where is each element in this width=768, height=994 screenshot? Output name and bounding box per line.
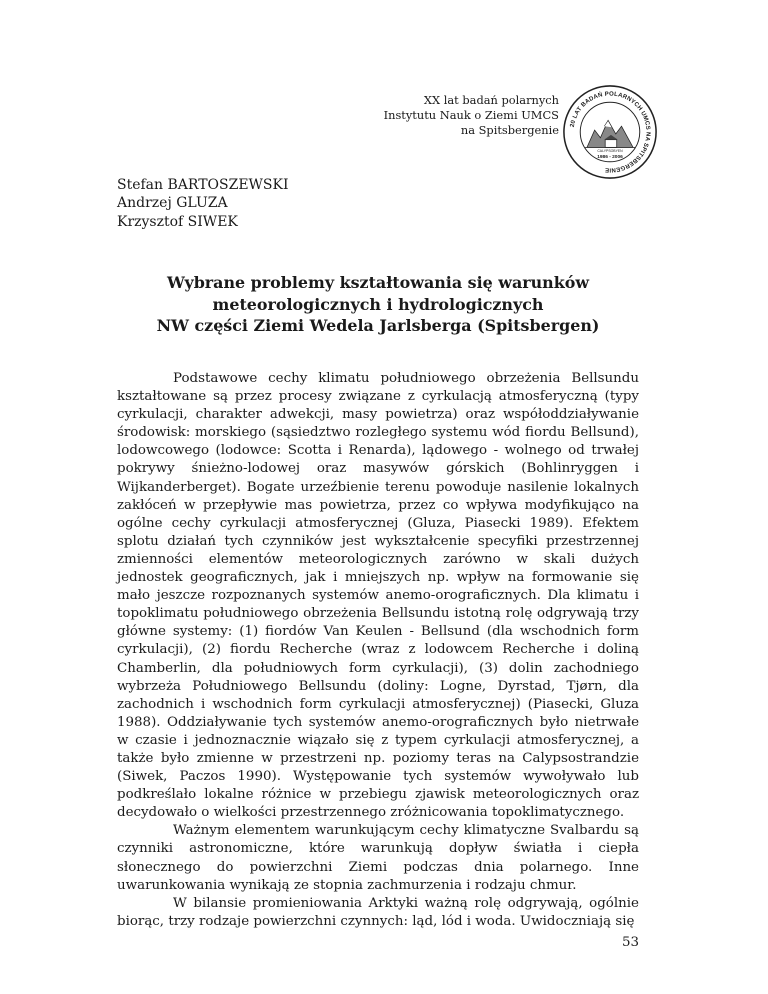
seal-ring-text: 20 LAT BADAŃ POLARNYCH UMCS NA SPITSBERGENIE xyxy=(569,91,651,173)
author-name: Andrzej GLUZA xyxy=(117,195,228,212)
author-name: Stefan BARTOSZEWSKI xyxy=(117,177,289,193)
title-line: Wybrane problemy kształtowania się warunków xyxy=(166,273,590,292)
article-title xyxy=(110,272,646,337)
author-name: Krzysztof SIWEK xyxy=(117,213,238,230)
title-line: meteorologicznych i hydrologicznych xyxy=(212,294,544,314)
page-number: 53 xyxy=(621,935,639,950)
body-paragraph: Podstawowe cechy klimatu południowego obrzeżenia Bellsundu kształtowane są przez procesy związane z cyrkulacją atmosferyczną (typy cyrkulacji, charakter adwekcji, masy powietrza) oraz współoddziaływanie środowisk: morskiego (sąsiedztwo rozległego systemu wód fiordu Bellsund), lodowcowego (lodowce: Scotta i Renarda), lądowego - wolnego od trwałej pokrywy śnieżno-lodowej oraz masywów górskich (Bohlinryggen i Wijkanderberget). Bogate urzeźbienie terenu powoduje nasilenie lokalnych zakłóceń w przepływie mas powietrza, przez co wpływa modyfikująco na ogólne cechy cyrkulacji atmosferycznej (Gluza, Piasecki 1989). Efektem splotu działań tych czynników jest wykształcenie specyfiki przestrzennej zmienności elementów meteorologicznych zarówno w skali dużych jednostek geograficznych, jak i mniejszych np. wpływ na formowanie się mało jeszcze rozpoznanych systemów anemo-orograficznych. Dla klimatu i topoklimatu południowego obrzeżenia Bellsundu istotną rolę odgrywają trzy główne systemy: (1) fiordów Van Keulen - Bellsund (dla wschodnich form cyrkulacji), (2) fiordu Recherche (wraz z lodowcem Recherche i doliną Chamberlin, dla południowych form cyrkulacji), (3) dolin zachodniego wybrzeża Południowego Bellsundu (doliny: Logne, Dyrstad, Tjørn, dla zachodnich i wschodnich form cyrkulacji atmosferycznej) (Piasecki, Gluza 1988). Oddziaływanie tych systemów anemo-orograficznych było nietrwałe w czasie i jednoznacznie wiązało się z typem cyrkulacji atmosferycznej, a także było zmienne w przestrzeni np. poziomy teras na Calypsostrandzie (Siwek, Paczos 1990). Występowanie tych systemów wywoływało lub podkreślało lokalne różnice w przebiegu zjawisk meteorologicznych oraz decydowało o wielkości przestrzennego zróżnicowania topoklimatycznego. xyxy=(117,371,639,821)
author-list xyxy=(117,176,289,231)
anniversary-seal-icon xyxy=(562,84,658,180)
series-line: Instytutu Nauk o Ziemi UMCS xyxy=(383,108,559,122)
body-paragraph: Ważnym elementem warunkującym cechy klimatyczne Svalbardu są czynniki astronomiczne, które warunkują dopływ światła i ciepła słonecznego do powierzchni Ziemi podczas dnia polarnego. Inne uwarunkowania wynikają ze stopnia zachmurzenia i rodzaju chmur. xyxy=(117,823,639,893)
body-paragraph: W bilansie promieniowania Arktyki ważną rolę odgrywają, ogólnie biorąc, trzy rodzaje powierzchni czynnych: ląd, lód i woda. Uwidoczniają się xyxy=(117,895,639,929)
article-body xyxy=(117,370,639,931)
seal-inner-text: CALYPSOBYEN xyxy=(597,149,623,154)
series-line: XX lat badań polarnych xyxy=(423,93,559,107)
series-note xyxy=(384,93,559,138)
title-line: NW części Ziemi Wedela Jarlsberga (Spitsbergen) xyxy=(156,316,600,335)
seal-years: 1986 - 2006 xyxy=(597,154,623,160)
series-line: na Spitsbergenie xyxy=(460,123,559,137)
